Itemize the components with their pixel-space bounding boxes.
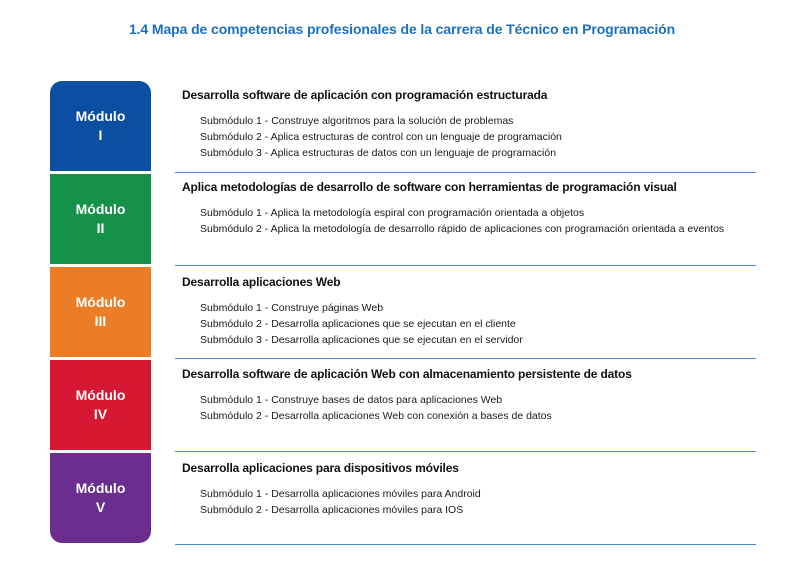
submodule-item: Submódulo 3 - Aplica estructuras de datos con un lenguaje de programación: [200, 147, 557, 159]
module-number: V: [95, 499, 106, 515]
submodule-item: Submódulo 2 - Aplica estructuras de control con un lenguaje de programación: [200, 131, 562, 143]
submodule-item: Submódulo 1 - Aplica la metodología espiral con programación orientada a objetos: [200, 207, 585, 219]
submodule-item: Submódulo 2 - Desarrolla aplicaciones que se ejecutan en el cliente: [200, 318, 516, 330]
module-heading: Desarrolla aplicaciones Web: [182, 275, 341, 289]
submodule-item: Submódulo 2 - Desarrolla aplicaciones Web con conexión a bases de datos: [200, 410, 552, 422]
module-content-5: [182, 461, 481, 518]
module-badge-3: [50, 267, 151, 357]
module-heading: Desarrolla software de aplicación Web con almacenamiento persistente de datos: [182, 367, 632, 381]
submodule-item: Submódulo 1 - Construye bases de datos para aplicaciones Web: [200, 394, 503, 406]
module-number: IV: [93, 406, 108, 422]
module-heading: Aplica metodologías de desarrollo de software con herramientas de programación visual: [182, 180, 677, 194]
module-label: Módulo: [75, 201, 126, 217]
module-divider: [175, 358, 756, 359]
module-number: III: [94, 313, 107, 329]
submodule-item: Submódulo 1 - Construye algoritmos para la solución de problemas: [200, 115, 514, 127]
submodule-item: Submódulo 3 - Desarrolla aplicaciones que se ejecutan en el servidor: [200, 334, 523, 346]
module-label: Módulo: [75, 480, 126, 496]
module-label: Módulo: [75, 387, 126, 403]
module-number: II: [96, 220, 105, 236]
module-content-1: [182, 88, 562, 161]
module-divider: [175, 544, 756, 545]
submodule-list: [200, 392, 632, 424]
submodule-list: [200, 205, 724, 237]
module-content-4: [182, 367, 632, 424]
module-content-2: [182, 180, 724, 237]
module-number: I: [98, 127, 103, 143]
module-divider: [175, 265, 756, 266]
module-badge-4: [50, 360, 151, 450]
module-divider: [175, 451, 756, 452]
module-label: Módulo: [75, 294, 126, 310]
module-divider: [175, 172, 756, 173]
module-heading: Desarrolla software de aplicación con programación estructurada: [182, 88, 548, 102]
module-heading: Desarrolla aplicaciones para dispositivos móviles: [182, 461, 459, 475]
module-badge-2: [50, 174, 151, 264]
submodule-item: Submódulo 1 - Construye páginas Web: [200, 302, 384, 314]
module-badge-1: [50, 81, 151, 171]
submodule-list: [200, 113, 562, 161]
submodule-item: Submódulo 1 - Desarrolla aplicaciones móviles para Android: [200, 488, 481, 500]
module-label: Módulo: [75, 108, 126, 124]
submodule-list: [200, 300, 523, 348]
submodule-item: Submódulo 2 - Aplica la metodología de desarrollo rápido de aplicaciones con programación orientada a eventos: [200, 223, 725, 235]
submodule-item: Submódulo 2 - Desarrolla aplicaciones móviles para IOS: [200, 504, 464, 516]
module-content-3: [182, 275, 523, 348]
page-title: 1.4 Mapa de competencias profesionales de la carrera de Técnico en Programación: [128, 21, 676, 37]
module-badge-5: [50, 453, 151, 543]
submodule-list: [200, 486, 481, 518]
